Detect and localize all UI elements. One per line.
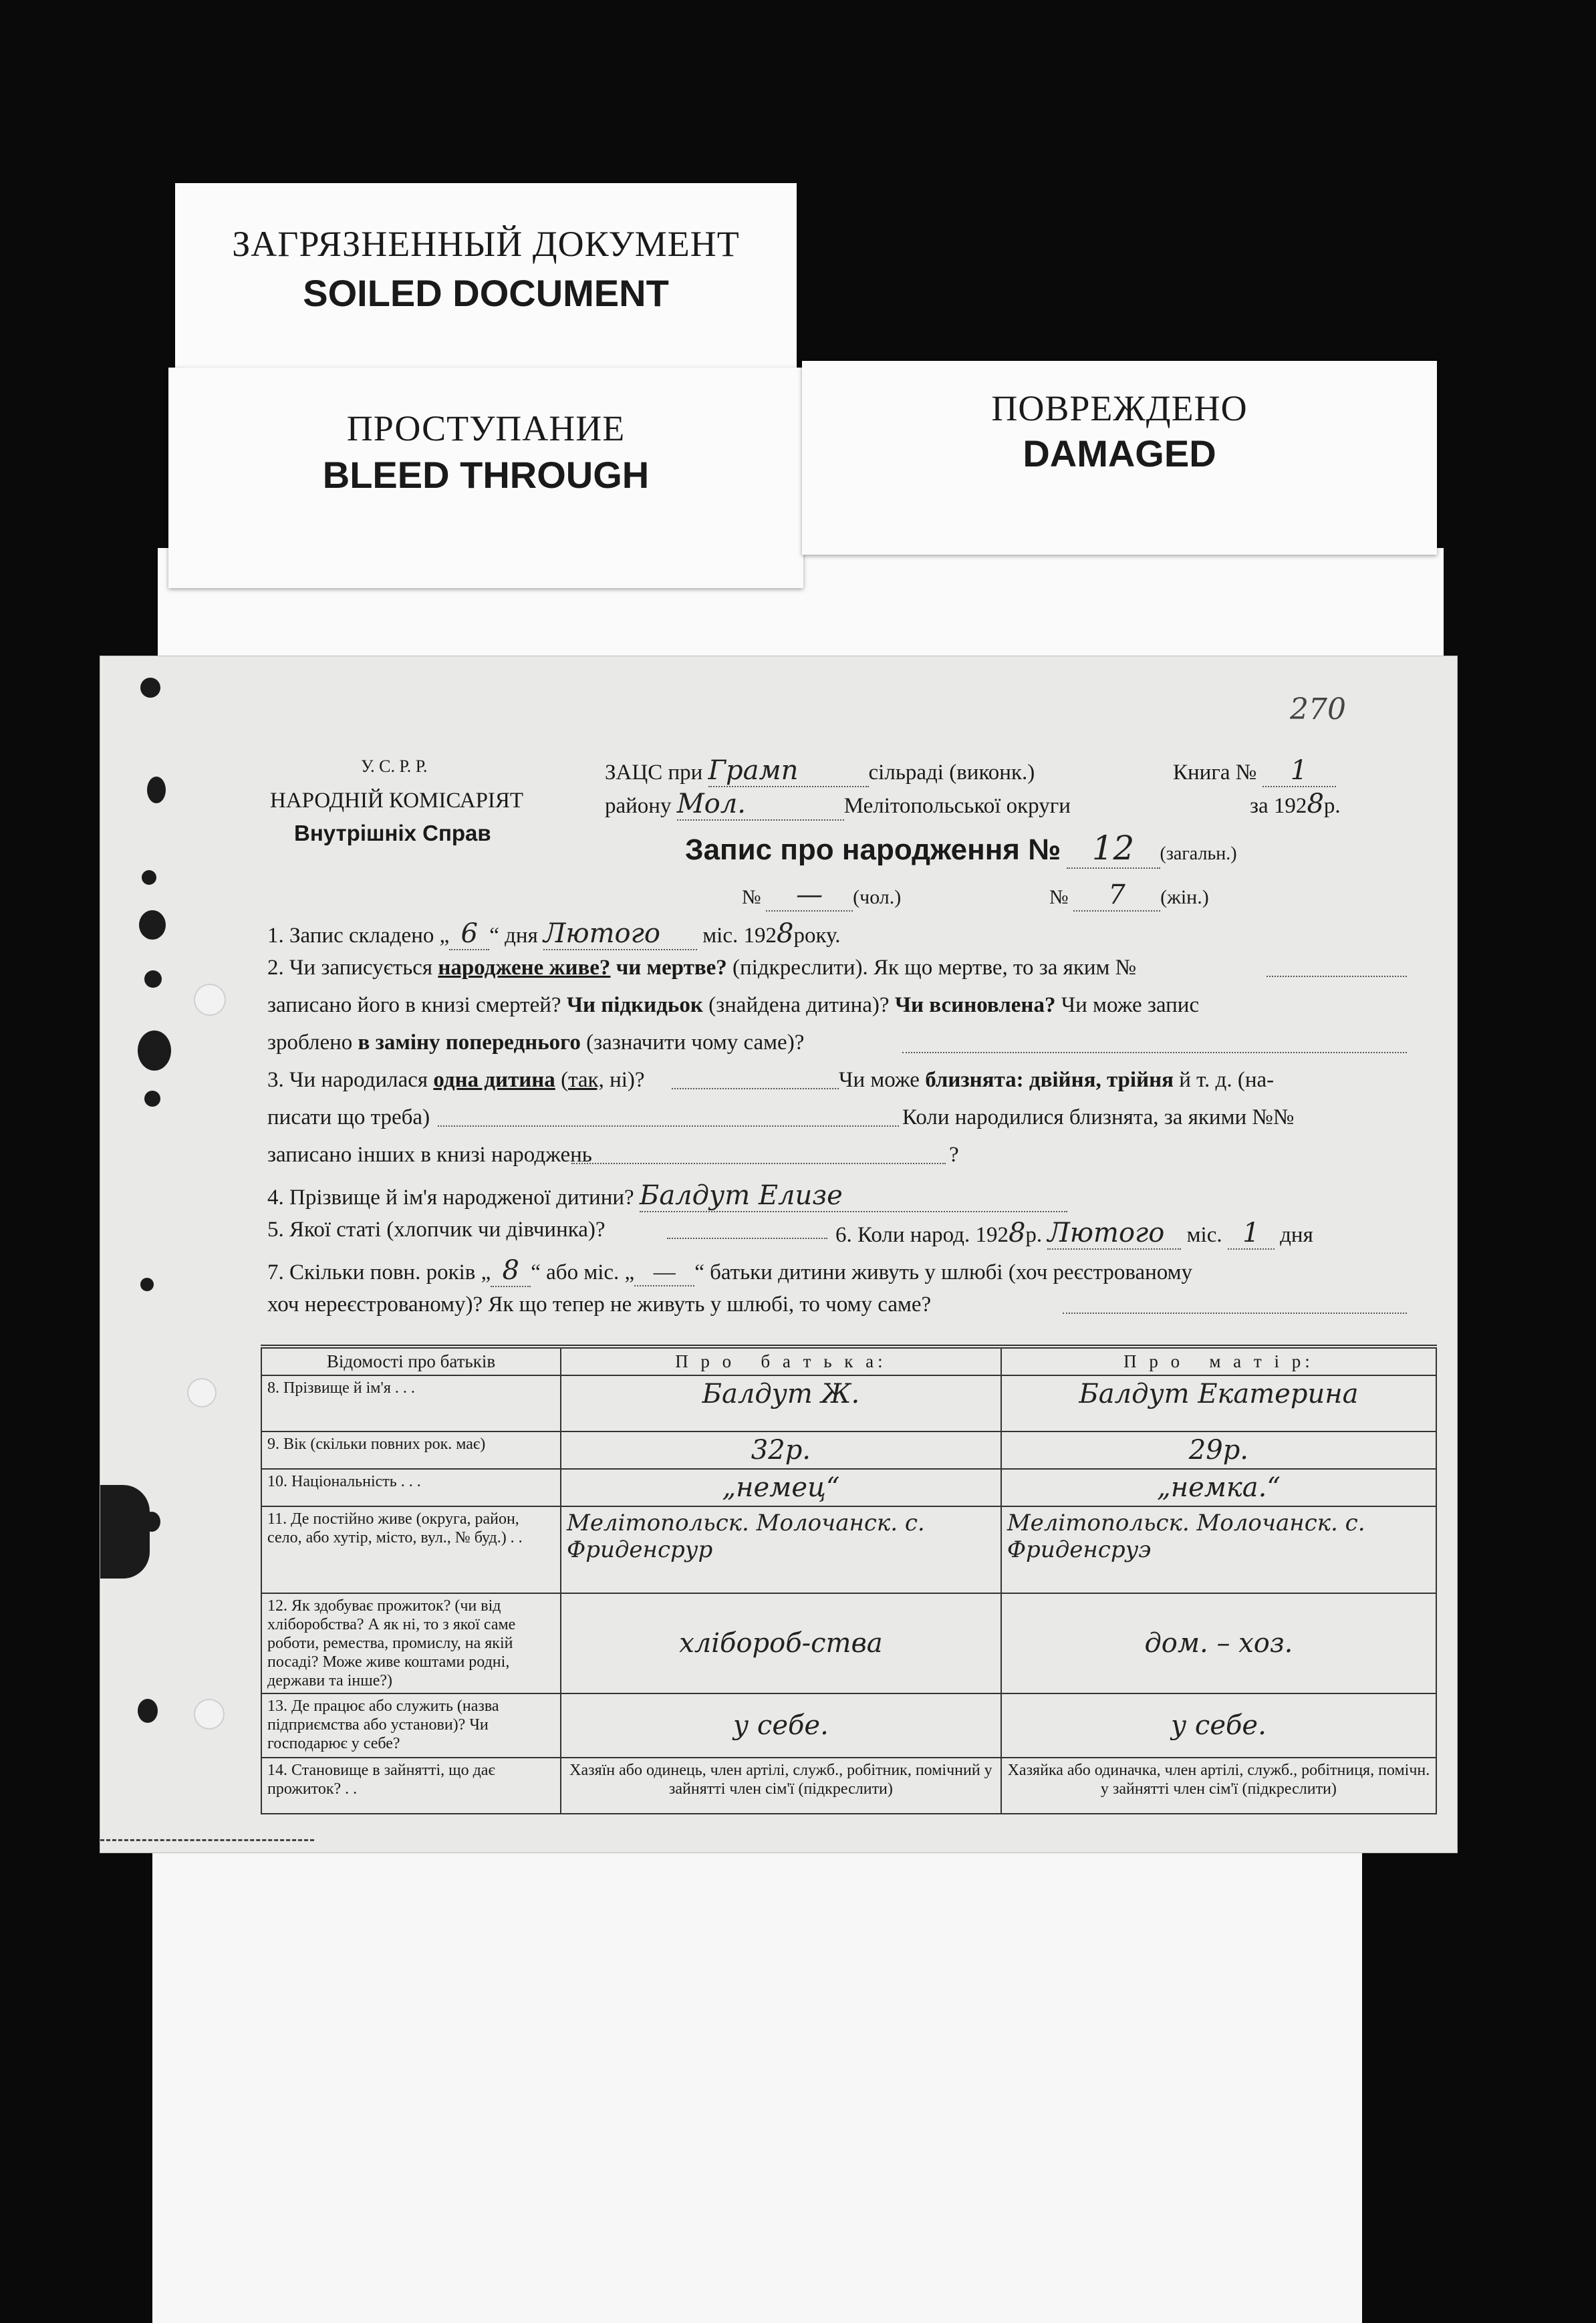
district-suffix: Мелітопольської округи (843, 794, 1071, 818)
punch-hole (144, 970, 162, 988)
district-label: району (605, 794, 672, 818)
row-label: 13. Де працює або служить (назва підприємства або установи)? Чи господарює у себе? (261, 1693, 561, 1758)
birth-record-form (100, 656, 1457, 1853)
q5-line (267, 1218, 606, 1242)
year-label: за 192 (1250, 794, 1307, 818)
mother-value: Хазяйка або одиначка, член артілі, служб., робітниця, помічн. у зайнятті член сім'ї (підкреслити) (1001, 1758, 1436, 1814)
punch-hole (147, 777, 166, 803)
q2-dead: чи мертве? (616, 956, 727, 980)
punch-hole (138, 1031, 171, 1071)
punch-hole (140, 1278, 154, 1291)
table-row (261, 1758, 1436, 1814)
punch-hole (139, 910, 166, 940)
q2-text: (знайдена дитина)? (702, 993, 895, 1017)
father-value: Мелітопольск. Молочанск. с. Фриденсрур (561, 1506, 1001, 1593)
year-suffix: р. (1323, 794, 1341, 818)
dotted-line (672, 1088, 839, 1089)
q3-text: й т. д. (на- (1173, 1068, 1275, 1092)
q3-qmark: ? (949, 1143, 959, 1167)
dotted-line (902, 1052, 1407, 1053)
book-label: Книга № (1173, 761, 1257, 785)
q6-text: міс. (1186, 1223, 1222, 1247)
year-value: 8 (1307, 789, 1324, 819)
book-line (1173, 755, 1336, 787)
q2-replacement: в заміну попереднього (358, 1031, 581, 1055)
commissariat-label: НАРОДНІЙ КОМІСАРІЯТ (270, 789, 524, 813)
table-header-row (261, 1347, 1436, 1375)
father-value: у себе. (561, 1693, 1001, 1758)
q4-text: 4. Прізвище й ім'я народженої дитини? (267, 1186, 634, 1210)
archive-number: 270 (1290, 692, 1346, 726)
q3-text: ( (555, 1068, 569, 1092)
q1-month: Лютого (543, 918, 697, 950)
record-title-line (685, 829, 1237, 869)
table-row (261, 1375, 1436, 1431)
mother-value: „немка.“ (1001, 1469, 1436, 1506)
row-label: 14. Становище в зайнятті, що дає прожиток? . . (261, 1758, 561, 1814)
q2-line2 (267, 993, 1199, 1018)
parents-table (261, 1345, 1437, 1814)
year-line (1250, 789, 1341, 819)
female-number-line (1049, 879, 1209, 912)
q3-line2b (902, 1105, 1294, 1130)
q7-line2 (267, 1292, 931, 1317)
soiled-document-card (175, 183, 797, 384)
marriage-years: 8 (491, 1255, 531, 1287)
q5-text: 5. Якої статі (хлопчик чи дівчинка)? (267, 1218, 606, 1242)
punch-hole (144, 1091, 160, 1107)
mother-value: 29р. (1001, 1431, 1436, 1469)
record-general-label: (загальн.) (1160, 843, 1237, 864)
q2-alive: народжене живе? (438, 956, 611, 980)
zags-line (605, 755, 1035, 787)
q1-text: міс. 192 (702, 924, 777, 948)
table-row (261, 1431, 1436, 1469)
female-prefix: № (1049, 886, 1069, 908)
row-label: 10. Національність . . . (261, 1469, 561, 1506)
q6-text: 6. Коли народ. 192 (835, 1223, 1009, 1247)
zags-suffix: сільраді (виконк.) (868, 761, 1035, 785)
damaged-label-ru: ПОВРЕЖДЕНО (991, 388, 1248, 428)
table-row (261, 1469, 1436, 1506)
record-number: 12 (1067, 829, 1160, 869)
male-number-line (742, 879, 901, 912)
father-value: хлібороб‑ства (561, 1593, 1001, 1693)
mother-value: Мелітопольск. Молочанск. с. Фриденсруэ (1001, 1506, 1436, 1593)
table-header: П р о м а т і р: (1001, 1347, 1436, 1375)
child-sex-blank (667, 1238, 827, 1239)
q7-text: “ або міс. „ (531, 1260, 635, 1284)
female-number-value: 7 (1073, 879, 1160, 912)
ministry-label: Внутрішніх Справ (294, 821, 491, 845)
q7-text: 7. Скільки повн. років „ (267, 1260, 491, 1284)
punch-hole (138, 1699, 158, 1723)
mother-value: дом. – хоз. (1001, 1593, 1436, 1693)
q3-line2 (267, 1105, 430, 1130)
bleed-label-ru: ПРОСТУПАНИЕ (346, 408, 626, 448)
q2-line3 (267, 1031, 804, 1055)
birth-year: 8 (1008, 1218, 1026, 1248)
q7-line1 (267, 1255, 1192, 1287)
zags-prefix: ЗАЦС при (605, 761, 703, 785)
row-label: 11. Де постійно живе (округа, район, село, або хутір, місто, вул., № буд.) . . (261, 1506, 561, 1593)
q7-text: “ батьки дитини живуть у шлюбі (хоч реєстрованому (694, 1260, 1193, 1284)
q4-line (267, 1180, 1067, 1212)
dotted-line (1267, 976, 1407, 977)
q3-one-child: одна дитина (433, 1068, 555, 1092)
father-value: Балдут Ж. (561, 1375, 1001, 1431)
q1-text: 1. Запис складено „ (267, 924, 450, 948)
q6-line (835, 1218, 1313, 1250)
torn-edge (100, 1485, 150, 1579)
record-title: Запис про народження № (685, 833, 1061, 866)
female-suffix: (жін.) (1160, 886, 1209, 908)
ussr-label: У. С. Р. Р. (361, 757, 428, 776)
cut-line (100, 1839, 314, 1841)
table-row (261, 1593, 1436, 1693)
mother-value: Балдут Екатерина (1001, 1375, 1436, 1431)
q6-text: р. (1025, 1223, 1043, 1247)
q3-line1b (839, 1068, 1274, 1093)
q1-day: 6 (449, 918, 489, 950)
q3-yes: так, (568, 1068, 604, 1092)
table-header: Відомості про батьків (261, 1347, 561, 1375)
birth-month: Лютого (1047, 1218, 1181, 1250)
punch-hole-rear (187, 1378, 217, 1407)
q2-text: Чи може запис (1055, 993, 1200, 1017)
punch-hole-rear (194, 1699, 225, 1730)
table-header: П р о б а т ь к а: (561, 1347, 1001, 1375)
bleed-through-card (168, 368, 803, 588)
punch-hole (142, 870, 156, 885)
father-value: „немец“ (561, 1469, 1001, 1506)
punch-hole-rear (194, 984, 226, 1016)
q6-text: дня (1280, 1223, 1313, 1247)
male-suffix: (чол.) (853, 886, 902, 908)
backing-sheet (152, 1838, 1362, 2323)
q2-line1 (267, 956, 1136, 980)
row-label: 12. Як здобуває прожиток? (чи від хліборобства? А як ні, то з якої саме роботи, ремества, промислу, на якій посаді? Може живе коштами родні, держави та інше?) (261, 1593, 561, 1693)
q1-year: 8 (776, 918, 794, 949)
q1-text: “ дня (489, 924, 538, 948)
male-number-value: — (766, 879, 853, 912)
q3-text: Коли народилися близнята, за якими №№ (902, 1105, 1295, 1129)
q2-text: (підкреслити). Як що мертве, то за яким № (726, 956, 1137, 980)
q1-text: року. (793, 924, 841, 948)
q2-foundling: Чи підкидьок (566, 993, 703, 1017)
q2-adopted: Чи всиновлена? (894, 993, 1056, 1017)
q3-line3 (267, 1143, 592, 1168)
male-prefix: № (742, 886, 761, 908)
soiled-label-ru: ЗАГРЯЗНЕННЫЙ ДОКУМЕНТ (232, 224, 740, 264)
q3-text: 3. Чи народилася (267, 1068, 434, 1092)
dotted-line (571, 1163, 946, 1164)
q3-line1 (267, 1068, 645, 1093)
book-value: 1 (1262, 755, 1336, 787)
punch-hole (140, 678, 160, 698)
dotted-line (1063, 1313, 1407, 1314)
q3-text: записано інших в книзі народжень (267, 1143, 592, 1167)
birth-day: 1 (1228, 1218, 1275, 1250)
marriage-months: — (634, 1260, 694, 1286)
q2-text (610, 956, 616, 980)
child-name-value: Балдут Елизе (640, 1180, 1067, 1212)
damaged-label-en: DAMAGED (1023, 432, 1216, 474)
row-label: 9. Вік (скільки повних рок. має) (261, 1431, 561, 1469)
q1-line (267, 918, 840, 950)
bleed-label-en: BLEED THROUGH (322, 454, 650, 496)
zags-village-value: Грамп (708, 755, 869, 787)
dotted-line (438, 1125, 899, 1127)
q3-twins: близнята: двійня, трійня (925, 1068, 1174, 1092)
table-row (261, 1506, 1436, 1593)
q3-text: Чи може (839, 1068, 926, 1092)
damaged-card (802, 361, 1437, 555)
mother-value: у себе. (1001, 1693, 1436, 1758)
father-value: 32р. (561, 1431, 1001, 1469)
q7-text: хоч нереєстрованому)? Як що тепер не живуть у шлюбі, то чому саме? (267, 1292, 932, 1317)
q2-text: (зазначити чому саме)? (580, 1031, 805, 1055)
q2-text: 2. Чи записується (267, 956, 438, 980)
q3-text: писати що треба) (267, 1105, 430, 1129)
q3-text: ні)? (604, 1068, 645, 1092)
soiled-label-en: SOILED DOCUMENT (303, 272, 669, 314)
table-row (261, 1693, 1436, 1758)
father-value: Хазяїн або одинець, член артілі, служб., робітник, помічний у зайнятті член сім'ї (підкреслити) (561, 1758, 1001, 1814)
q2-text: зроблено (267, 1031, 358, 1055)
row-label: 8. Прізвище й ім'я . . . (261, 1375, 561, 1431)
district-line (605, 789, 1071, 821)
district-value: Мол. (677, 789, 844, 821)
q2-text: записано його в книзі смертей? (267, 993, 567, 1017)
